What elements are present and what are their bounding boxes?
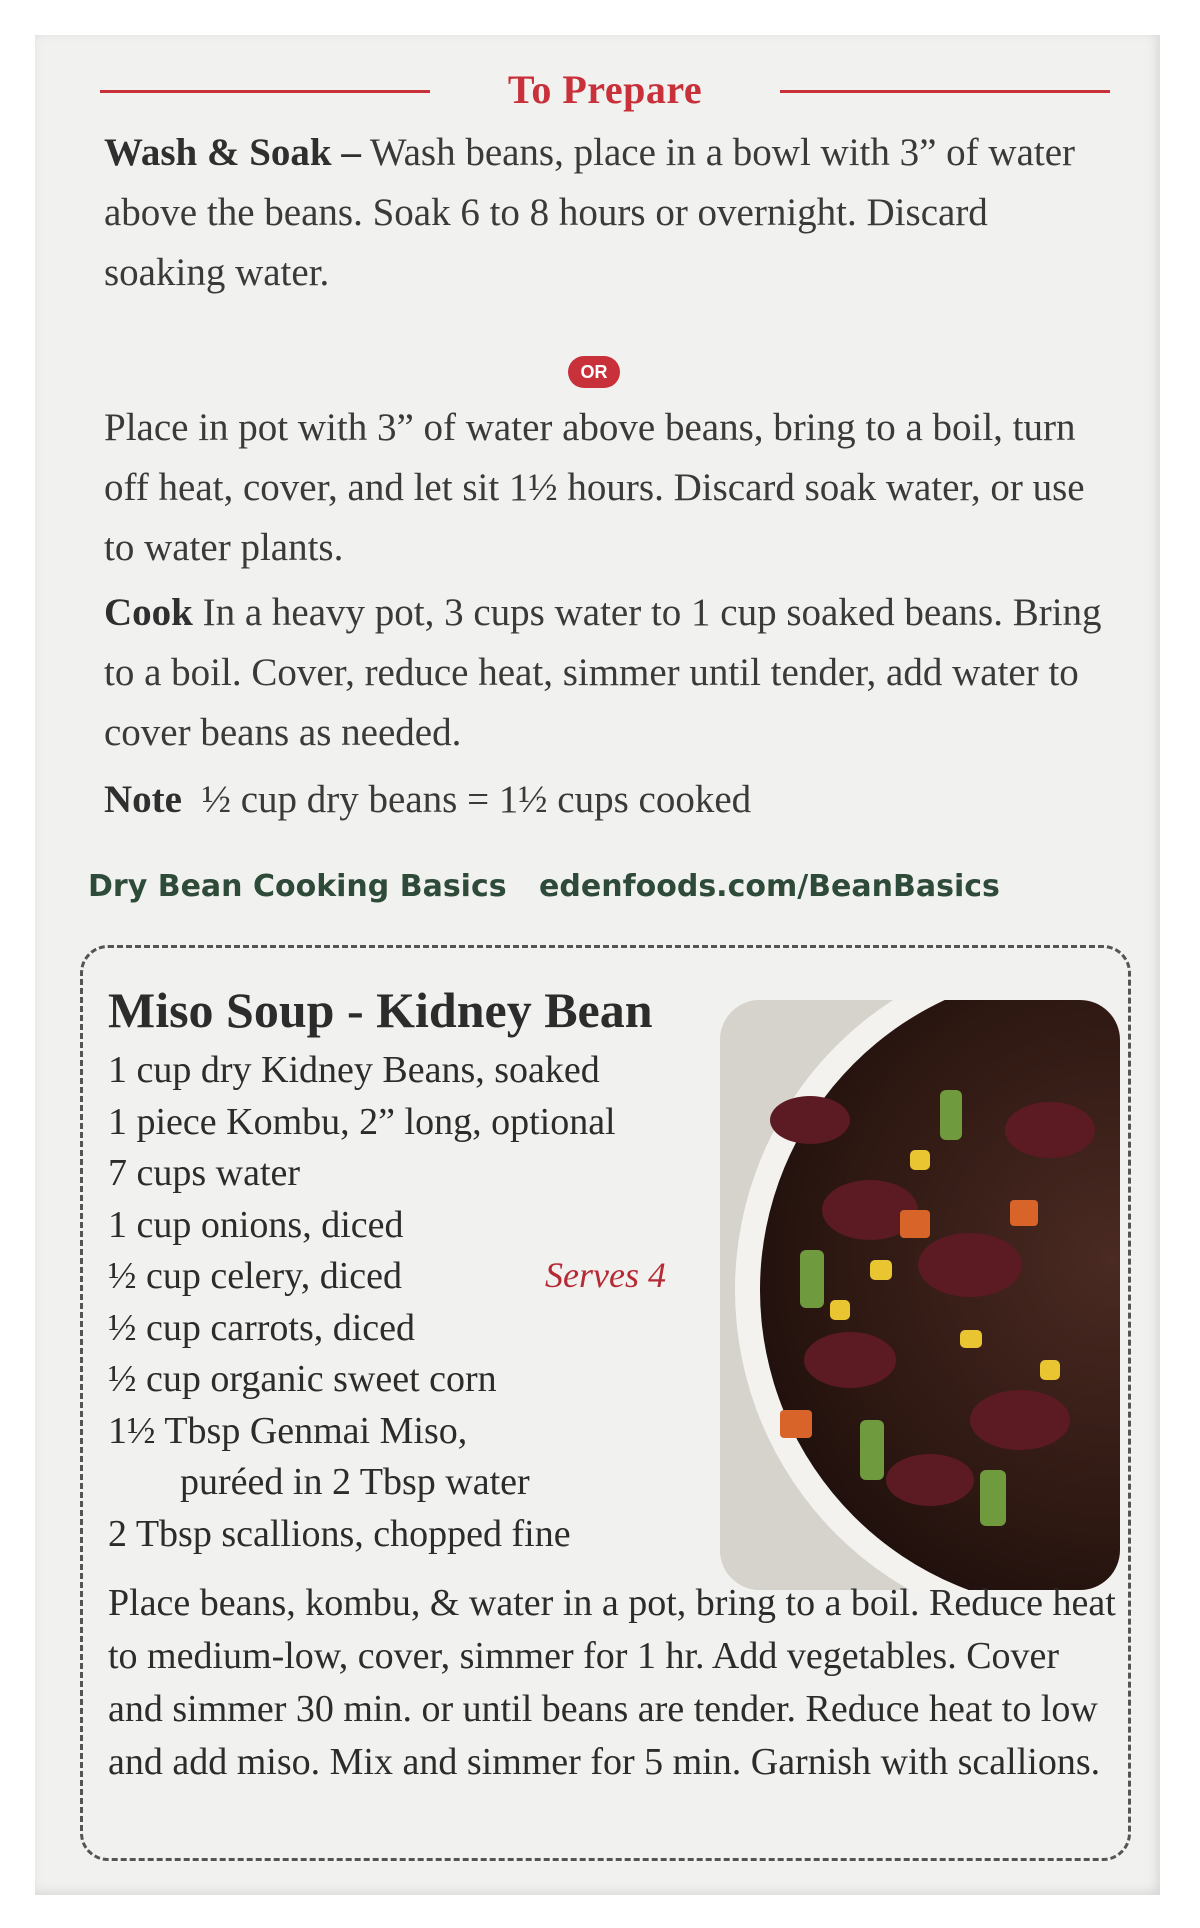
serves-label: Serves 4 bbox=[545, 1255, 666, 1295]
note-paragraph bbox=[104, 770, 1104, 830]
recipe-directions: Place beans, kombu, & water in a pot, bring to a boil. Reduce heat to medium-low, cover, simmer for 1 hr. Add vegetables. Cover and simmer 30 min. or until beans are tender. Reduce heat to low and add miso. Mix and simmer for 5 min. Garnish with scallions. bbox=[108, 1582, 1116, 1783]
ingredient-item: ½ cup organic sweet corn bbox=[108, 1358, 497, 1400]
soup-bowl-image bbox=[720, 1000, 1120, 1590]
ingredient-item: puréed in 2 Tbsp water bbox=[180, 1461, 530, 1503]
ingredient-item: 2 Tbsp scallions, chopped fine bbox=[108, 1512, 571, 1555]
ingredient-item: ½ cup carrots, diced bbox=[108, 1306, 416, 1349]
cook-paragraph bbox=[104, 583, 1104, 763]
ingredient-item: 1 cup dry Kidney Beans, soaked bbox=[108, 1049, 600, 1091]
ingredient-item: 1½ Tbsp Genmai Miso, bbox=[108, 1409, 468, 1452]
wash-soak-text: Wash beans, place in a bowl with 3” of water above the beans. Soak 6 to 8 hours or overnight. Discard soaking water. bbox=[104, 131, 1076, 294]
bean-basics-link[interactable]: edenfoods.com/BeanBasics bbox=[539, 869, 1000, 904]
quick-soak-paragraph: Place in pot with 3” of water above beans, bring to a boil, turn off heat, cover, and let sit 1½ hours. Discard soak water, or use to water plants. bbox=[104, 406, 1085, 569]
ingredient-item: ½ cup celery, diced bbox=[108, 1255, 402, 1297]
note-title: Note bbox=[104, 778, 182, 821]
or-badge: OR bbox=[568, 356, 620, 388]
bean-basics-line bbox=[88, 862, 1128, 912]
wash-soak-title: Wash & Soak – bbox=[104, 131, 361, 174]
to-prepare-heading bbox=[60, 60, 1090, 120]
wash-soak-paragraph bbox=[104, 123, 1104, 303]
ingredient-item: 7 cups water bbox=[108, 1152, 301, 1194]
recipe-title: Miso Soup - Kidney Bean bbox=[108, 982, 653, 1038]
ingredient-list bbox=[108, 1045, 728, 1560]
cook-title: Cook bbox=[104, 591, 193, 634]
to-prepare-title: To Prepare bbox=[507, 67, 703, 112]
ingredient-item: 1 piece Kombu, 2” long, optional bbox=[108, 1100, 616, 1143]
ingredient-item: 1 cup onions, diced bbox=[108, 1203, 404, 1246]
heading-rule-right bbox=[780, 90, 1110, 93]
note-text: ½ cup dry beans = 1½ cups cooked bbox=[201, 778, 752, 821]
cook-text: In a heavy pot, 3 cups water to 1 cup soaked beans. Bring to a boil. Cover, reduce heat, simmer until tender, add water to cover beans as needed. bbox=[104, 591, 1102, 754]
bean-basics-label: Dry Bean Cooking Basics bbox=[88, 869, 507, 904]
heading-rule-left bbox=[100, 90, 430, 93]
